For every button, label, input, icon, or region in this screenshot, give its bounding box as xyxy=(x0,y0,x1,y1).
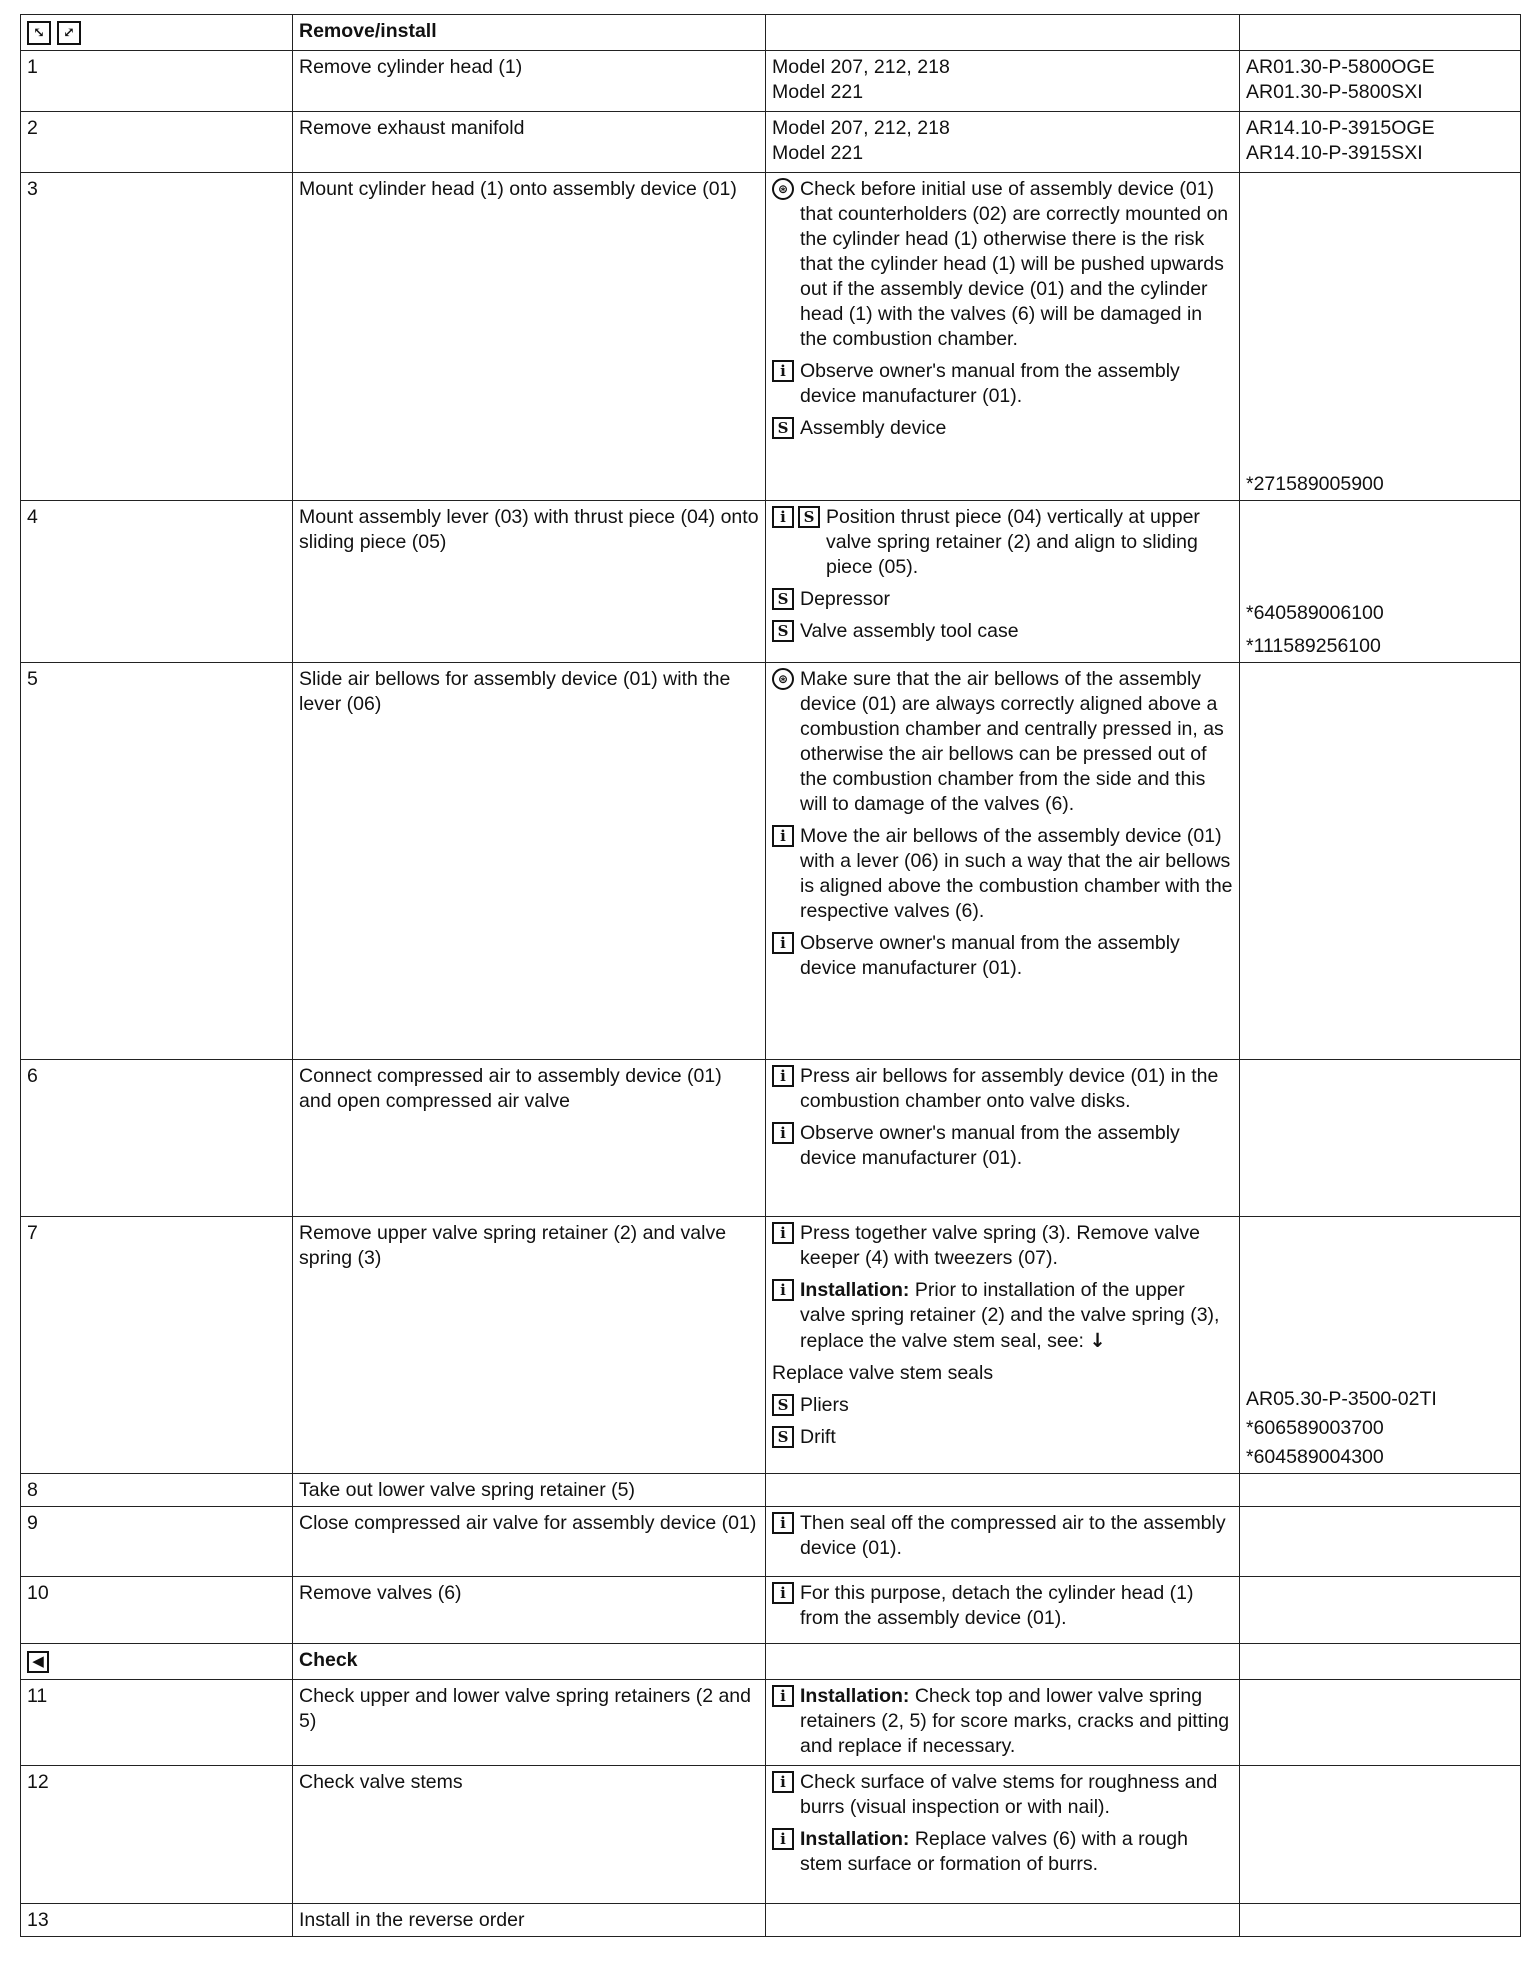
note-item xyxy=(772,1361,1233,1386)
installation-label: Installation: xyxy=(800,1279,910,1301)
note-item xyxy=(772,416,1233,441)
step-number: 6 xyxy=(21,1060,293,1217)
caution-icon: ⊛ xyxy=(772,668,794,690)
info-icon: i xyxy=(772,1279,794,1301)
note-item xyxy=(772,177,1233,352)
caution-icon: ⊛ xyxy=(772,178,794,200)
procedure-table xyxy=(20,14,1521,1937)
step-refs xyxy=(1240,1060,1521,1217)
step-refs xyxy=(1240,112,1521,173)
step-number: 1 xyxy=(21,51,293,112)
note-item xyxy=(772,931,1233,981)
info-icon: i xyxy=(772,1685,794,1707)
step-refs xyxy=(1240,173,1521,501)
step-notes xyxy=(766,1217,1240,1474)
info-icon: i xyxy=(772,360,794,382)
table-row xyxy=(21,1474,1521,1507)
info-icon: i xyxy=(772,1122,794,1144)
note-text xyxy=(800,1684,1233,1759)
table-row xyxy=(21,1680,1521,1766)
step-text: Check valve stems xyxy=(293,1766,766,1904)
section-icons-cell xyxy=(21,15,293,51)
note-item xyxy=(772,667,1233,817)
step-notes xyxy=(766,1766,1240,1904)
step-number: 12 xyxy=(21,1766,293,1904)
step-number: 5 xyxy=(21,663,293,1060)
step-notes xyxy=(766,1577,1240,1644)
step-notes xyxy=(766,663,1240,1060)
note-text: Then seal off the compressed air to the assembly device (01). xyxy=(800,1512,1226,1559)
step-refs xyxy=(1240,51,1521,112)
table-row xyxy=(21,112,1521,173)
step-number: 8 xyxy=(21,1474,293,1507)
step-text: Slide air bellows for assembly device (01) with the lever (06) xyxy=(293,663,766,1060)
step-notes xyxy=(766,112,1240,173)
step-notes xyxy=(766,1680,1240,1766)
note-item xyxy=(772,1064,1233,1114)
ref-link[interactable]: *271589005900 xyxy=(1246,473,1384,495)
ref-link[interactable]: *640589006100 xyxy=(1246,602,1384,624)
step-text: Remove cylinder head (1) xyxy=(293,51,766,112)
info-icon: i xyxy=(772,825,794,847)
special-tool-icon[interactable]: S xyxy=(772,588,794,610)
ref-link[interactable]: *111589256100 xyxy=(1246,635,1381,657)
expand-icon[interactable]: ⤡ xyxy=(27,21,51,45)
note-line: Model 207, 212, 218 xyxy=(772,56,950,78)
step-text: Install in the reverse order xyxy=(293,1904,766,1937)
step-text: Mount assembly lever (03) with thrust piece (04) onto sliding piece (05) xyxy=(293,501,766,663)
note-item xyxy=(772,1684,1233,1759)
note-text xyxy=(800,1278,1233,1354)
step-notes xyxy=(766,1507,1240,1577)
note-text: Make sure that the air bellows of the assembly device (01) are always correctly aligned above a combustion chamber and centrally pressed in, as otherwise the air bellows can be pressed out of the combustion chamber from the side and this will to damage of the valves (6). xyxy=(800,668,1224,815)
note-text xyxy=(800,1827,1233,1877)
step-notes xyxy=(766,51,1240,112)
ref-link[interactable]: *604589004300 xyxy=(1246,1446,1384,1468)
step-text: Close compressed air valve for assembly device (01) xyxy=(293,1507,766,1577)
special-tool-icon[interactable]: S xyxy=(772,1426,794,1448)
note-item xyxy=(772,1121,1233,1171)
note-line: Model 221 xyxy=(772,81,864,103)
installation-label: Installation: xyxy=(800,1685,910,1707)
tool-name: Assembly device xyxy=(800,417,947,439)
note-item xyxy=(772,1581,1233,1631)
table-row xyxy=(21,51,1521,112)
step-notes xyxy=(766,1060,1240,1217)
note-item xyxy=(772,1221,1233,1271)
step-text: Remove valves (6) xyxy=(293,1577,766,1644)
back-arrow-icon[interactable]: ◀ xyxy=(27,1651,49,1673)
step-text: Check upper and lower valve spring retainers (2 and 5) xyxy=(293,1680,766,1766)
section-title: Remove/install xyxy=(293,15,766,51)
step-notes xyxy=(766,173,1240,501)
table-row xyxy=(21,173,1521,501)
note-text: Observe owner's manual from the assembly device manufacturer (01). xyxy=(800,1122,1180,1169)
ref-link[interactable]: AR14.10-P-3915SXI xyxy=(1246,142,1423,164)
step-text: Mount cylinder head (1) onto assembly device (01) xyxy=(293,173,766,501)
note-line: Model 221 xyxy=(772,142,864,164)
table-row xyxy=(21,1577,1521,1644)
info-icon: i xyxy=(772,1512,794,1534)
note-item xyxy=(772,1278,1233,1354)
installation-text: Prior to installation of the upper valve spring retainer (2) and the valve spring (3), replace the valve stem seal, see: xyxy=(800,1279,1220,1352)
link-text[interactable]: Replace valve stem seals xyxy=(772,1362,994,1384)
note-item xyxy=(772,824,1233,924)
note-text: Check before initial use of assembly device (01) that counterholders (02) are correctly mounted on the cylinder head (1) otherwise there is the risk that the cylinder head (1) will be pushed upwards out if the assembly device (01) and the cylinder head (1) with the valves (6) will be damaged in the combustion chamber. xyxy=(800,178,1229,350)
info-icon: i xyxy=(772,1771,794,1793)
table-row xyxy=(21,501,1521,663)
note-item xyxy=(772,1393,1233,1418)
tool-name: Drift xyxy=(800,1426,836,1448)
step-number: 2 xyxy=(21,112,293,173)
note-item xyxy=(772,619,1233,644)
table-row xyxy=(21,663,1521,1060)
note-item xyxy=(772,1770,1233,1820)
tool-name: Valve assembly tool case xyxy=(800,620,1019,642)
step-number: 3 xyxy=(21,173,293,501)
note-text: Position thrust piece (04) vertically at upper valve spring retainer (2) and align to sliding piece (05). xyxy=(826,506,1200,578)
special-tool-icon[interactable]: S xyxy=(772,417,794,439)
step-number: 4 xyxy=(21,501,293,663)
ref-link[interactable]: AR01.30-P-5800SXI xyxy=(1246,81,1423,103)
ref-link[interactable]: AR05.30-P-3500-02TI xyxy=(1246,1388,1437,1410)
note-item xyxy=(772,1425,1233,1450)
info-icon: i xyxy=(772,1828,794,1850)
tool-name: Pliers xyxy=(800,1394,849,1416)
installation-text: Check top and lower valve spring retainers (2, 5) for score marks, cracks and pitting and replace if necessary. xyxy=(800,1685,1230,1757)
note-text: Observe owner's manual from the assembly device manufacturer (01). xyxy=(800,932,1180,979)
note-item xyxy=(772,587,1233,612)
ref-link[interactable]: AR01.30-P-5800OGE xyxy=(1246,56,1435,78)
special-tool-icon[interactable]: S xyxy=(772,1394,794,1416)
note-item xyxy=(772,1827,1233,1877)
step-number: 10 xyxy=(21,1577,293,1644)
info-icon: i xyxy=(772,1222,794,1244)
table-row xyxy=(21,1904,1521,1937)
step-number: 11 xyxy=(21,1680,293,1766)
step-refs xyxy=(1240,1217,1521,1474)
installation-text: Replace valves (6) with a rough stem surface or formation of burrs. xyxy=(800,1828,1188,1875)
step-refs xyxy=(1240,501,1521,663)
note-item xyxy=(772,359,1233,409)
info-icon: i xyxy=(772,1065,794,1087)
section-header-remove-install xyxy=(21,15,1521,51)
info-icon: i xyxy=(772,506,794,528)
step-number: 7 xyxy=(21,1217,293,1474)
step-notes xyxy=(766,501,1240,663)
table-row xyxy=(21,1766,1521,1904)
info-icon: i xyxy=(772,1582,794,1604)
info-icon: i xyxy=(772,932,794,954)
note-text: Press together valve spring (3). Remove valve keeper (4) with tweezers (07). xyxy=(800,1222,1200,1269)
step-text: Remove exhaust manifold xyxy=(293,112,766,173)
special-tool-icon[interactable]: S xyxy=(772,620,794,642)
step-text: Take out lower valve spring retainer (5) xyxy=(293,1474,766,1507)
installation-label: Installation: xyxy=(800,1828,910,1850)
note-text: Press air bellows for assembly device (01) in the combustion chamber onto valve disks. xyxy=(800,1065,1219,1112)
ref-link[interactable]: *606589003700 xyxy=(1246,1417,1384,1439)
step-refs xyxy=(1240,663,1521,1060)
note-text: For this purpose, detach the cylinder head (1) from the assembly device (01). xyxy=(800,1582,1194,1629)
down-arrow-icon[interactable]: ↓ xyxy=(1089,1329,1106,1352)
special-tool-icon[interactable]: S xyxy=(798,506,820,528)
ref-link[interactable]: AR14.10-P-3915OGE xyxy=(1246,117,1435,139)
note-item xyxy=(772,505,1233,580)
note-line: Model 207, 212, 218 xyxy=(772,117,950,139)
section-title: Check xyxy=(293,1644,766,1680)
step-number: 9 xyxy=(21,1507,293,1577)
step-number: 13 xyxy=(21,1904,293,1937)
note-item xyxy=(772,1511,1233,1561)
note-text: Check surface of valve stems for roughness and burrs (visual inspection or with nail). xyxy=(800,1771,1218,1818)
note-text: Move the air bellows of the assembly device (01) with a lever (06) in such a way that the air bellows is aligned above the combustion chamber with the respective valves (6). xyxy=(800,825,1233,922)
step-text: Connect compressed air to assembly device (01) and open compressed air valve xyxy=(293,1060,766,1217)
table-row xyxy=(21,1217,1521,1474)
collapse-icon[interactable]: ⤢ xyxy=(57,21,81,45)
table-row xyxy=(21,1060,1521,1217)
section-header-check xyxy=(21,1644,1521,1680)
tool-name: Depressor xyxy=(800,588,890,610)
step-text: Remove upper valve spring retainer (2) and valve spring (3) xyxy=(293,1217,766,1474)
note-text: Observe owner's manual from the assembly device manufacturer (01). xyxy=(800,360,1180,407)
table-row xyxy=(21,1507,1521,1577)
